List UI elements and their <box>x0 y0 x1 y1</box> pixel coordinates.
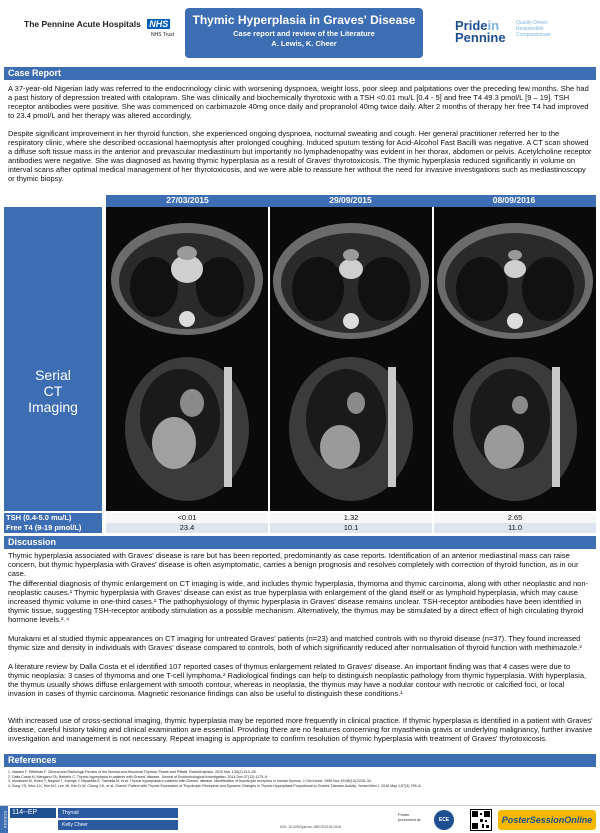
table-cell: 11.0 <box>434 523 596 533</box>
reference-item: 4. Song YS, Won J-K, Kim MJ, Lee JH, Kim D-W, Chung J-K, et al. Graves' Patient with Thymic Expression of Thyrotropin Receptors and Dynamic Changes in Thymic Hyperplasia Proportional to Graves' Disease Activity. Yonsei Med J. 2016 May 1;57(3):795–8. <box>8 783 422 788</box>
nhs-badge: NHS <box>149 19 169 29</box>
poster-session-online-logo[interactable]: PosterSessionOnline <box>498 810 596 830</box>
row-label: Free T4 (9-19 pmol/L) <box>4 523 102 533</box>
qr-code-graphic <box>471 810 491 830</box>
pride-word: Pride <box>455 18 488 33</box>
date-strip <box>106 195 596 207</box>
reference-item: 2. Dalla Costa M, Mangano FA, Betterle C. Thymic hyperplasia in patients with Graves' disease. Journal of Endocrinological Investigation. 2014 Dec;37(12):1175–9. <box>8 774 269 779</box>
discussion-paragraph-1: Thymic hyperplasia associated with Graves' disease is rare but has been reported, predominantly as case reports. Identification of an anterior mediastinal mass can raise concern, but thymic hyperplasia with Graves' disease is often asymptomatic, carries a benign prognosis and resolves completely with correction of thyroid function, as in our case. <box>8 551 579 579</box>
case-report-heading: Case Report <box>4 67 596 80</box>
tagline-line: Responsible <box>516 26 544 32</box>
ct-scan-column-3 <box>434 207 596 511</box>
tagline-line: Compassionate <box>516 32 551 38</box>
pride-in-pennine-logo <box>455 20 590 44</box>
table-row <box>4 523 596 533</box>
discussion-paragraph-5: With increased use of cross-sectional imaging, thymic hyperplasia may be reported more frequently in clinical practice. If thymic hyperplasia is identified in a patient with Graves' disease, careful history taking and clinical examination are essential. Providing there are no features concerning for myasthenia gravis or underlying malignancy, further invasive investigation and management is not necessary. Repeat imaging is appropriate to confirm resolution of thymic hyperplasia with treatment of Graves' thyrotoxicosis. <box>8 716 593 744</box>
table-cell: 10.1 <box>270 523 432 533</box>
table-row <box>4 513 596 523</box>
references-heading: References <box>4 754 596 767</box>
ct-scan-column-2 <box>270 207 432 511</box>
poster-header <box>0 0 600 64</box>
side-label-line: Serial <box>35 367 71 383</box>
qr-code-icon[interactable] <box>470 809 492 831</box>
row-label: TSH (0.4-5.0 mu/L) <box>4 513 102 523</box>
poster-subtitle: Case report and review of the Literature <box>233 29 375 38</box>
scan-date: 08/09/2016 <box>492 195 536 205</box>
ct-side-label-box <box>4 207 102 511</box>
pride-in-word: in <box>487 18 500 33</box>
scan-date: 29/09/2015 <box>329 195 372 205</box>
table-cell: 1.32 <box>270 513 432 523</box>
ct-scan-image <box>270 207 432 511</box>
side-label-line: Imaging <box>28 399 78 415</box>
conference-logo: ECE <box>434 810 454 830</box>
poster-presenter: Kelly Cheer <box>58 820 178 830</box>
doi-text: DOI: 10.3252/pso.eu.18ECE2016.2016 <box>280 825 341 829</box>
case-report-paragraph-1: A 37-year-old Nigerian lady was referred to the endocrinology clinic with worsening dyspnoea, weight loss, poor sleep and palpitations over the preceding few months. She had a past history of depression treated with citalopram. She was clinically and biochemically thyrotoxic with a TSH <0.01 mu/L [0.4 - 5] and free T4 49.3 pmol/L [9 – 19]. TSH receptor antibodies were positive. She was commenced on carbimazole 40mg once daily and propranolol 40mg twice daily. After 2 months of therapy her free T4 had improved to 23.4 pmol/L and her therapy was altered accordingly. <box>8 84 589 121</box>
poster-footer <box>0 805 600 833</box>
trust-logo <box>24 14 184 38</box>
references-list <box>8 770 593 788</box>
trust-label: NHS Trust <box>150 32 174 38</box>
case-report-paragraph-2: Despite significant improvement in her thyroid function, she experienced ongoing dyspnoea, nocturnal sweating and cough. Her general practitioner referred her to the respiratory clinic, where she described occasional haemoptysis after prolonged coughing. Induced sputum testing for Acid-Alcohol Fast Bacilli was negative. A CT scan showed a diffuse soft tissue mass in the anterior and prevascular mediastinum but importantly no lymphadenopathy was evident in her thorax, abdomen or pelvis. Acetylcholine receptor antibodies were negative. She was diagnosed as having thymic hyperplasia as a result of Graves' thyrotoxicosis. The thymic hyperplasia reduced significantly in volume on interval scans after optimal medical management of her thyrotoxicosis, and we were able to reassure her without the need for invasive investigations such as mediastinoscopy or thymic biopsy. <box>8 129 592 184</box>
conference-code: ECE2016 <box>0 806 8 833</box>
table-cell: 23.4 <box>106 523 268 533</box>
thyroid-function-table <box>4 513 596 533</box>
discussion-heading: Discussion <box>4 536 596 549</box>
title-box <box>185 8 423 58</box>
table-cell: <0.01 <box>106 513 268 523</box>
tagline-line: Quality-Driven <box>516 20 548 26</box>
side-label-line: CT <box>43 383 63 399</box>
ct-imaging-panel <box>4 195 600 511</box>
poster-authors: A. Lewis, K. Cheer <box>271 39 337 48</box>
table-cell: 2.65 <box>434 513 596 523</box>
discussion-paragraph-4: A literature review by Dalla Costa et el identified 107 reported cases of thymus enlargement related to Graves' disease. An important finding was that 4 cases were due to thymic neoplasia: 3 cases of thymoma and one T-cell lymphoma.² Radiological findings can help to distinguish neoplastic pathology from thymic hyperplasia. With hyperplasia, the thymus usually shows diffuse enlargement with smooth contour, whereas in neoplasia, the thymus may have a nodular contour with necrotic or calcified foci, or local invasion in cases of thymic carcinoma. Magnetic resonance findings can also be useful to distinguish these conditions.¹ <box>8 662 587 699</box>
poster-id: 114--EP <box>10 808 56 818</box>
serial-ct-imaging-label <box>4 367 102 415</box>
reference-item: 1. Nasseri F, Eftekhari F. Clinical and Radiologic Review of the Normal and Abnormal Thymus: Pearls and Pitfalls. RadioGraphics. 2010 Mar 1;30(2):413–28. <box>8 770 257 774</box>
discussion-paragraph-2: The differential diagnosis of thymic enlargement on CT imaging is wide, and includes thymic hyperplasia, thymoma and thymic carcinoma, along with other neoplastic and non-neoplastic causes.¹ Thymic hyperplasia with Graves' disease can exist as true hyperplasia with enlargement of the gland itself or as lymphoid hyperplasia, which may cause increased thymic volume in one-third cases.² The pathophysiology of thymic hyperplasia in Graves' disease remains unclear. TSH-receptor antibodies have been identified in thymic tissue, suggesting TSH-receptor antibody stimulation as a possible mechanism. Alternatively, the thymus may be stimulated by a direct effect of high circulating thyroid hormone levels.²˒⁴ <box>8 579 589 625</box>
poster-title: Thymic Hyperplasia in Graves' Disease <box>192 13 416 27</box>
pennine-word: Pennine <box>455 30 506 45</box>
poster-topic: Thyroid <box>58 808 178 818</box>
presented-at-label: Poster presented at: <box>398 812 422 822</box>
org-name: The Pennine Acute Hospitals <box>24 19 141 29</box>
discussion-paragraph-3: Murakami et al studied thymic appearances on CT imaging for untreated Graves' patients (n=23) and matched controls with no thyroid disease (n=37). They found increased thymic size and density in individuals with Graves' disease compared to controls, both of which significantly reduced after normalisation of thyroid function with methimazole.³ <box>8 634 582 653</box>
ct-scan-column-1 <box>106 207 268 511</box>
scan-date: 27/03/2015 <box>166 195 209 205</box>
reference-item: 3. Murakami M, Hosoi Y, Negishi T, Kamiya Y, Miyashita K, Yamada M, et al. Thymic hyperplasia in patients with Graves' disease. Identification of thyrotropin receptors in human thymus. J Clin Invest. 1996 Nov 15;98(10):2228–34. <box>8 779 372 784</box>
ct-scan-image <box>106 207 268 511</box>
ct-scan-image <box>434 207 596 511</box>
